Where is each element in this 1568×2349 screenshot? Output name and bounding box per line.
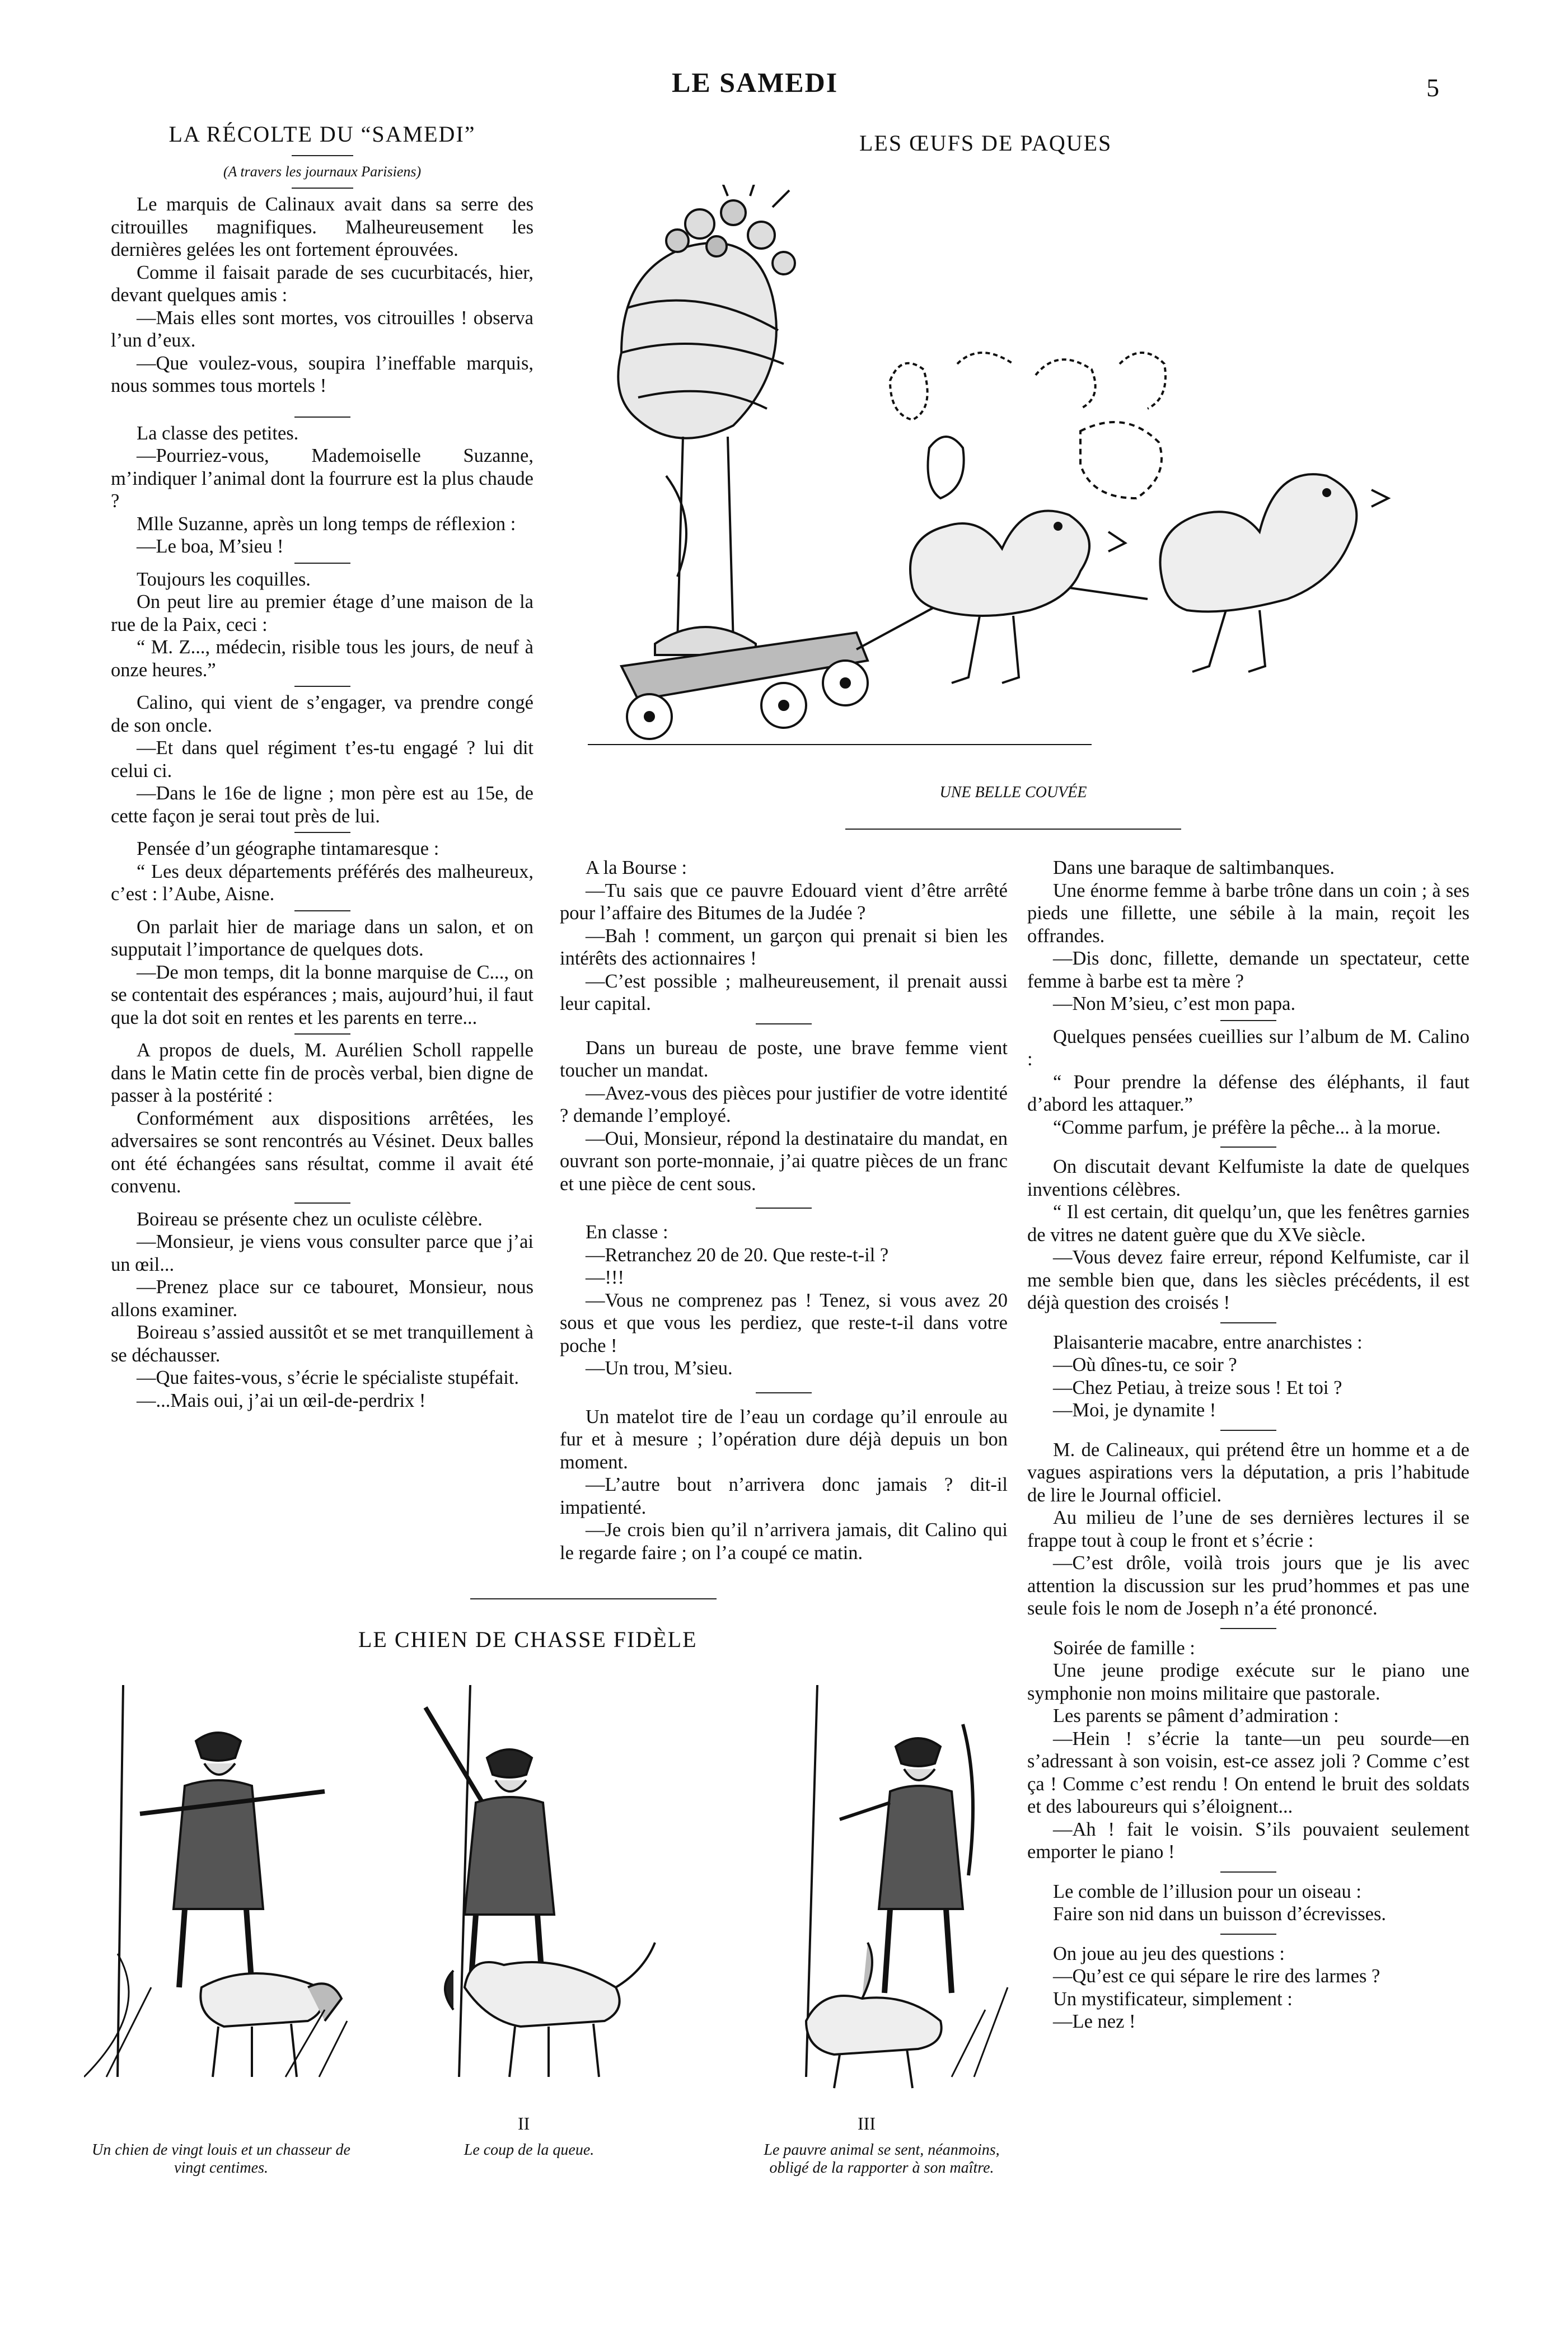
paragraph: —Vous devez faire erreur, répond Kelfumiste, car il me semble bien que, dans les siècles précédents, il est déjà question des croisés ! bbox=[1027, 1247, 1469, 1313]
paragraph: —Non M’sieu, c’est mon papa. bbox=[1053, 993, 1296, 1014]
paragraph: Une énorme femme à barbe trône dans un coin ; à ses pieds une fillette, une sébile à la main, reçoit les offrandes. bbox=[1027, 879, 1469, 947]
anecdote-dots bbox=[111, 916, 533, 1030]
paragraph: —Où dînes-tu, ce soir ? bbox=[1053, 1354, 1237, 1375]
section-title-recolte: LA RÉCOLTE DU “SAMEDI” bbox=[168, 121, 476, 147]
paragraph: Soirée de famille : bbox=[1053, 1637, 1195, 1659]
paragraph: On peut lire au premier étage d’une maison de la rue de la Paix, ceci : bbox=[111, 591, 533, 635]
paragraph: “ Pour prendre la défense des éléphants, il faut d’abord les attaquer.” bbox=[1027, 1071, 1469, 1115]
divider bbox=[1220, 1147, 1276, 1148]
paragraph: —Et dans quel régiment t’es-tu engagé ? lui dit celui ci. bbox=[111, 737, 533, 782]
paragraph: Les parents se pâment d’admiration : bbox=[1053, 1705, 1339, 1726]
paragraph: Au milieu de l’une de ses dernières lectures il se frappe tout à coup le front et s’écrie : bbox=[1027, 1507, 1469, 1551]
divider bbox=[294, 1202, 350, 1204]
paragraph: Comme il faisait parade de ses cucurbitacés, hier, devant quelques amis : bbox=[111, 261, 533, 306]
paragraph: —Chez Petiau, à treize sous ! Et toi ? bbox=[1053, 1377, 1342, 1398]
anecdote-bourse bbox=[560, 857, 1008, 1016]
paragraph: —De mon temps, dit la bonne marquise de C..., on se contentait des espérances ; mais, aujourd’hui, il faut que la dot soit en rentes et les parents en terre... bbox=[111, 961, 533, 1028]
anecdote-anarchistes bbox=[1027, 1331, 1469, 1422]
paragraph: —Un trou, M’sieu. bbox=[586, 1358, 733, 1379]
anecdote-comble-illusion bbox=[1027, 1880, 1469, 1926]
paragraph: Le comble de l’illusion pour un oiseau : bbox=[1053, 1880, 1361, 1902]
paragraph: “ M. Z..., médecin, risible tous les jours, de neuf à onze heures.” bbox=[111, 637, 533, 681]
paragraph: A propos de duels, M. Aurélien Scholl rappelle dans le Matin cette fin de procès verbal, bien digne de passer à la postérité : bbox=[111, 1040, 533, 1106]
illustration-title-chien: LE CHIEN DE CHASSE FIDÈLE bbox=[358, 1627, 698, 1652]
paragraph: Un mystificateur, simplement : bbox=[1053, 1988, 1293, 2010]
panel-3-caption: Le pauvre animal se sent, néanmoins, obligé de la rapporter à son maître. bbox=[764, 2141, 1000, 2177]
paragraph: —Que faites-vous, s’écrie le spécialiste stupéfait. bbox=[137, 1367, 519, 1388]
paragraph: Conformément aux dispositions arrêtées, les adversaires se sont rencontrés au Vésinet. Deux balles ont été échangées sans résultat, comme il avait été convenu. bbox=[111, 1107, 533, 1197]
anecdote-kelfumiste bbox=[1027, 1155, 1469, 1314]
paragraph: Faire son nid dans un buisson d’écrevisses. bbox=[1053, 1903, 1387, 1925]
paragraph: M. de Calineaux, qui prétend être un homme et a de vagues aspirations vers la députation, a pris l’habitude de lire le Journal officiel. bbox=[1027, 1439, 1469, 1506]
anecdote-soiree-famille bbox=[1027, 1637, 1469, 1864]
paragraph: Dans une baraque de saltimbanques. bbox=[1053, 857, 1335, 878]
paragraph: —Moi, je dynamite ! bbox=[1053, 1400, 1216, 1421]
anecdote-poste bbox=[560, 1037, 1008, 1196]
paragraph: En classe : bbox=[586, 1222, 668, 1243]
paragraph: Le marquis de Calinaux avait dans sa serre des citrouilles magnifiques. Malheureusement les dernières gelées les ont fortement éprouvées. bbox=[111, 194, 533, 260]
paragraph: —Pourriez-vous, Mademoiselle Suzanne, m’indiquer l’animal dont la fourrure est la plus chaude ? bbox=[111, 445, 533, 512]
divider bbox=[1220, 1322, 1276, 1323]
hunter-panel-1 bbox=[84, 1674, 358, 2099]
anecdote-pensees-calino bbox=[1027, 1026, 1469, 1139]
divider bbox=[756, 1392, 812, 1393]
anecdote-citrouilles bbox=[111, 193, 533, 397]
paragraph: “Comme parfum, je préfère la pêche... à la morue. bbox=[1053, 1116, 1441, 1138]
paragraph: —L’autre bout n’arrivera donc jamais ? dit-il impatienté. bbox=[560, 1474, 1008, 1518]
paragraph: —Le nez ! bbox=[1053, 2011, 1136, 2032]
anecdote-en-classe bbox=[560, 1221, 1008, 1380]
paragraph: Boireau s’assied aussitôt et se met tranquillement à se déchausser. bbox=[111, 1322, 533, 1366]
paragraph: Plaisanterie macabre, entre anarchistes : bbox=[1053, 1331, 1363, 1353]
paragraph: Boireau se présente chez un oculiste célèbre. bbox=[137, 1208, 483, 1230]
paragraph: —Qu’est ce qui sépare le rire des larmes ? bbox=[1053, 1966, 1380, 1987]
anecdote-oculiste bbox=[111, 1208, 533, 1412]
divider bbox=[756, 1208, 812, 1209]
hunter-panel-3 bbox=[739, 1674, 1019, 2099]
paragraph: “ Les deux départements préférés des malheureux, c’est : l’Aube, Aisne. bbox=[111, 860, 533, 905]
divider bbox=[1220, 1020, 1276, 1021]
panel-3-number: III bbox=[858, 2113, 876, 2133]
panel-1-caption: Un chien de vingt louis et un chasseur de vingt centimes. bbox=[92, 2141, 350, 2177]
page-number: 5 bbox=[1426, 73, 1439, 102]
paragraph: Mlle Suzanne, après un long temps de réflexion : bbox=[137, 513, 516, 535]
divider bbox=[1220, 1871, 1276, 1873]
column-right bbox=[1027, 857, 1469, 2033]
panel-2-caption: Le coup de la queue. bbox=[464, 2141, 595, 2159]
column-middle bbox=[560, 857, 1008, 1564]
easter-illustration bbox=[588, 185, 1455, 778]
paragraph: —Hein ! s’écrie la tante—un peu sourde—en s’adressant à son voisin, est-ce assez joli ? Comme c’est ça ! Comme c’est rendu ! On entend le bruit des soldats et des laboureurs qui s’éloignent... bbox=[1027, 1728, 1469, 1817]
paragraph: Quelques pensées cueillies sur l’album de M. Calino : bbox=[1027, 1026, 1469, 1070]
paragraph: Un matelot tire de l’eau un cordage qu’il enroule au fur et à mesure ; l’opération dure déjà depuis un bon moment. bbox=[560, 1406, 1008, 1473]
paragraph: Dans un bureau de poste, une brave femme vient toucher un mandat. bbox=[560, 1037, 1008, 1081]
divider bbox=[292, 188, 353, 189]
anecdote-calino-engage bbox=[111, 691, 533, 827]
divider bbox=[294, 832, 350, 833]
column-left bbox=[111, 123, 533, 1412]
paragraph: Calino, qui vient de s’engager, va prendre congé de son oncle. bbox=[111, 692, 533, 736]
paragraph: Toujours les coquilles. bbox=[137, 568, 311, 590]
paragraph: —Dis donc, fillette, demande un spectateur, cette femme à barbe est ta mère ? bbox=[1027, 948, 1469, 992]
anecdote-geographe bbox=[111, 837, 533, 906]
anecdote-calineaux bbox=[1027, 1439, 1469, 1620]
paragraph: —Prenez place sur ce tabouret, Monsieur, nous allons examiner. bbox=[111, 1276, 533, 1321]
anecdote-jeu-questions bbox=[1027, 1943, 1469, 2033]
paragraph: “ Il est certain, dit quelqu’un, que les fenêtres garnies de vitres ne datent guère que du XVe siècle. bbox=[1027, 1201, 1469, 1246]
paragraph: On discutait devant Kelfumiste la date de quelques inventions célèbres. bbox=[1027, 1156, 1469, 1200]
paragraph: Pensée d’un géographe tintamaresque : bbox=[137, 838, 439, 859]
paragraph: —Le boa, M’sieu ! bbox=[137, 536, 284, 557]
section-subtitle: (A travers les journaux Parisiens) bbox=[223, 163, 422, 180]
paragraph: —Mais elles sont mortes, vos citrouilles ! observa l’un d’eux. bbox=[111, 307, 533, 351]
divider bbox=[294, 417, 350, 418]
paragraph: —Tu sais que ce pauvre Edouard vient d’être arrêté pour l’affaire des Bitumes de la Judée ? bbox=[560, 879, 1008, 924]
anecdote-coquilles bbox=[111, 568, 533, 682]
divider bbox=[292, 155, 353, 156]
paragraph: —C’est possible ; malheureusement, il prenait aussi leur capital. bbox=[560, 970, 1008, 1014]
paragraph: —Dans le 16e de ligne ; mon père est au 15e, de cette façon je serai tout près de lui. bbox=[111, 783, 533, 827]
paragraph: —Oui, Monsieur, répond la destinataire du mandat, en ouvrant son porte-monnaie, j’ai quatre pièces de un franc et une pièce de cent sous. bbox=[560, 1127, 1008, 1195]
paragraph: On joue au jeu des questions : bbox=[1053, 1943, 1285, 1964]
divider bbox=[294, 686, 350, 687]
paragraph: —Que voulez-vous, soupira l’ineffable marquis, nous sommes tous mortels ! bbox=[111, 352, 533, 396]
paragraph: La classe des petites. bbox=[137, 422, 299, 444]
anecdote-classe-petites bbox=[111, 422, 533, 558]
anecdote-saltimbanques bbox=[1027, 857, 1469, 1016]
divider bbox=[294, 563, 350, 564]
divider bbox=[756, 1023, 812, 1024]
hunter-panel-2 bbox=[392, 1674, 666, 2099]
paragraph: Une jeune prodige exécute sur le piano une symphonie non moins militaire que pastorale. bbox=[1027, 1660, 1469, 1704]
divider bbox=[845, 829, 1181, 830]
divider bbox=[470, 1598, 717, 1599]
illustration-title-oeufs: LES ŒUFS DE PAQUES bbox=[859, 130, 1112, 156]
paragraph: —C’est drôle, voilà trois jours que je lis avec attention la discussion sur les prud’hommes et pas une seule fois le nom de Joseph n’a été prononcé. bbox=[1027, 1552, 1469, 1619]
divider bbox=[1220, 1430, 1276, 1431]
paragraph: —Vous ne comprenez pas ! Tenez, si vous avez 20 sous et que vous les perdiez, que reste-t-il dans votre poche ! bbox=[560, 1289, 1008, 1356]
paragraph: —Bah ! comment, un garçon qui prenait si bien les intérêts des actionnaires ! bbox=[560, 925, 1008, 969]
divider bbox=[294, 1033, 350, 1035]
paragraph: —Je crois bien qu’il n’arrivera jamais, dit Calino qui le regarde faire ; on l’a coupé ce matin. bbox=[560, 1519, 1008, 1564]
anecdote-matelot bbox=[560, 1406, 1008, 1565]
anecdote-duels bbox=[111, 1039, 533, 1198]
paragraph: —...Mais oui, j’ai un œil-de-perdrix ! bbox=[137, 1389, 426, 1411]
illustration-caption-couvee: UNE BELLE COUVÉE bbox=[939, 784, 1087, 801]
paragraph: —Monsieur, je viens vous consulter parce que j’ai un œil... bbox=[111, 1231, 533, 1275]
divider bbox=[294, 910, 350, 911]
paragraph: —Ah ! fait le voisin. S’ils pouvaient seulement emporter le piano ! bbox=[1027, 1818, 1469, 1863]
newspaper-title: LE SAMEDI bbox=[672, 67, 839, 98]
panel-2-number: II bbox=[518, 2113, 530, 2133]
divider bbox=[1220, 1628, 1276, 1629]
paragraph: —Retranchez 20 de 20. Que reste-t-il ? bbox=[586, 1244, 889, 1266]
paragraph: On parlait hier de mariage dans un salon, et on supputait l’importance de quelques dots. bbox=[111, 916, 533, 960]
paragraph: —Avez-vous des pièces pour justifier de votre identité ? demande l’employé. bbox=[560, 1082, 1008, 1126]
paragraph: A la Bourse : bbox=[586, 857, 687, 878]
divider bbox=[1220, 1934, 1276, 1935]
paragraph: —!!! bbox=[586, 1267, 624, 1288]
